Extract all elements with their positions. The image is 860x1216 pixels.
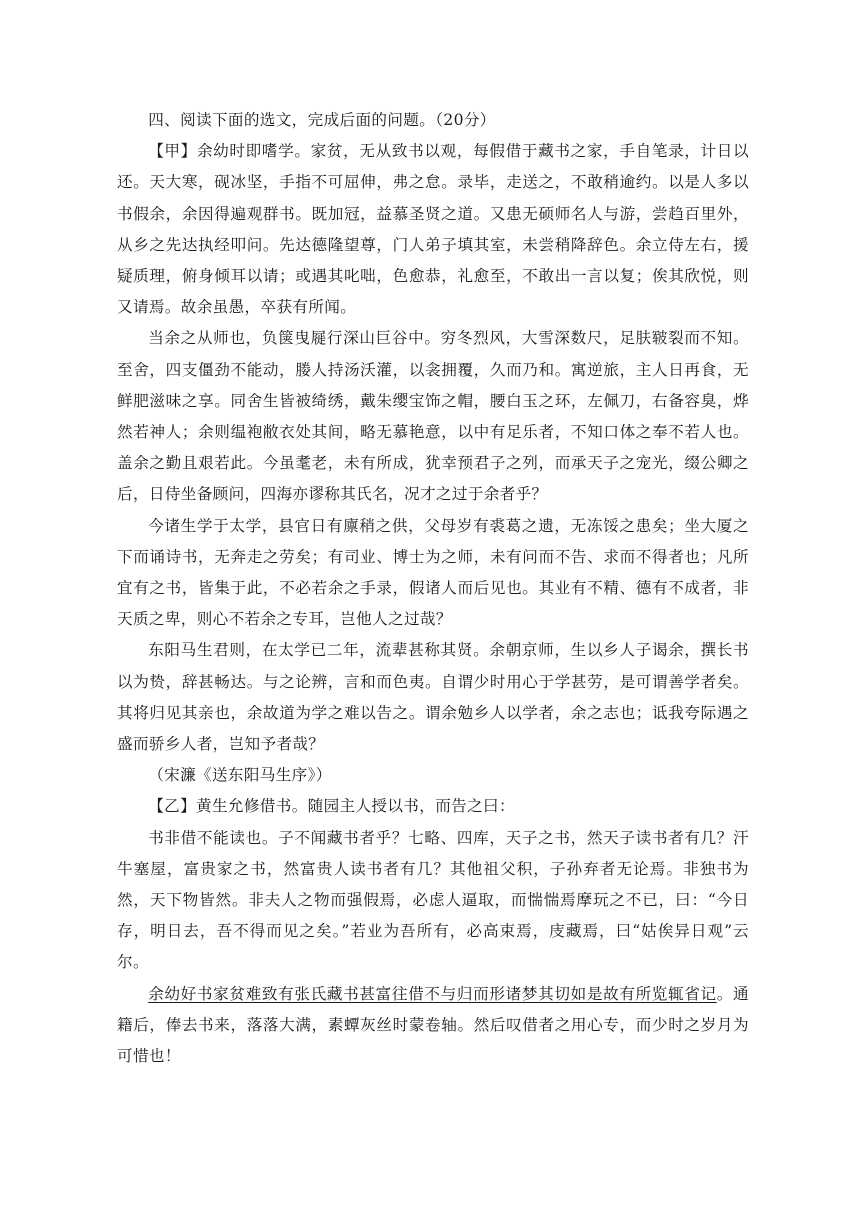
exam-passage <box>117 105 749 1072</box>
underlined-sentence: 余幼好书家贫难致有张氏藏书甚富往借不与归而形诸梦其切如是故有所览辄省记 <box>148 984 717 1003</box>
passage-jia-paragraph-2: 当余之从师也，负箧曳屣行深山巨谷中。穷冬烈风，大雪深数尺，足肤皲裂而不知。至舍，四支僵劲不能动，媵人持汤沃灌，以衾拥覆，久而乃和。寓逆旅，主人日再食，无鲜肥滋味之享。同舍生皆被绮绣，戴朱缨宝饰之帽，腰白玉之环，左佩刀，右备容臭，烨然若神人；余则缊袍敝衣处其间，略无慕艳意，以中有足乐者，不知口体之奉不若人也。盖余之勤且艰若此。今虽耄老，未有所成，犹幸预君子之列，而承天子之宠光，缀公卿之后，日侍坐备顾问，四海亦谬称其氏名，况才之过于余者乎？ <box>117 329 749 504</box>
passage-jia-marker: 【甲】 <box>148 142 197 161</box>
passage-yi-marker: 【乙】 <box>148 797 197 816</box>
question-heading: 四、阅读下面的选文，完成后面的问题。（20分） <box>148 111 496 129</box>
passage-yi-closing: 。通籍后，俸去书来，落落大满，素蟫灰丝时蒙卷轴。然后叹借者之用心专，而少时之岁月为可惜也！ <box>117 984 749 1066</box>
passage-yi-paragraph-1: 书非借不能读也。子不闻藏书者乎？七略、四库，天子之书，然天子读书者有几？汗牛塞屋，富贵家之书，然富贵人读书者有几？其他祖父积，子孙弃者无论焉。非独书为然，天下物皆然。非夫人之物而强假焉，必虑人逼取，而惴惴焉摩玩之不已，曰：“今日存，明日去，吾不得而见之矣。”若业为吾所有，必高束焉，庋藏焉，曰“姑俟异日观”云尔。 <box>117 828 749 972</box>
passage-jia-source: （宋濂《送东阳马生序》） <box>148 766 332 785</box>
passage-jia-paragraph-1 <box>117 136 749 323</box>
passage-yi-paragraph-2 <box>117 979 749 1073</box>
passage-yi-intro <box>117 791 749 822</box>
passage-yi-intro-text: 黄生允修借书。随园主人授以书，而告之曰： <box>196 797 515 816</box>
passage-jia-paragraph-3: 今诸生学于太学，县官日有廪稍之供，父母岁有裘葛之遗，无冻馁之患矣；坐大厦之下而诵诗书，无奔走之劳矣；有司业、博士为之师，未有问而不告、求而不得者也；凡所宜有之书，皆集于此，不必若余之手录，假诸人而后见也。其业有不精、德有不成者，非天质之卑，则心不若余之专耳，岂他人之过哉？ <box>117 516 749 629</box>
passage-jia-text-1: 余幼时即嗜学。家贫，无从致书以观，每假借于藏书之家，手自笔录，计日以还。天大寒，砚冰坚，手指不可屈伸，弗之怠。录毕，走送之，不敢稍逾约。以是人多以书假余，余因得遍观群书。既加冠，益慕圣贤之道。又患无硕师名人与游，尝趋百里外，从乡之先达执经叩问。先达德隆望尊，门人弟子填其室，未尝稍降辞色。余立侍左右，援疑质理，俯身倾耳以请；或遇其叱咄，色愈恭，礼愈至，不敢出一言以复；俟其欣悦，则又请焉。故余虽愚，卒获有所闻。 <box>117 142 749 317</box>
passage-jia-paragraph-4: 东阳马生君则，在太学已二年，流辈甚称其贤。余朝京师，生以乡人子谒余，撰长书以为贽，辞甚畅达。与之论辨，言和而色夷。自谓少时用心于学甚劳，是可谓善学者矣。其将归见其亲也，余故道为学之难以告之。谓余勉乡人以学者，余之志也；诋我夸际遇之盛而骄乡人者，岂知予者哉？ <box>117 641 749 754</box>
